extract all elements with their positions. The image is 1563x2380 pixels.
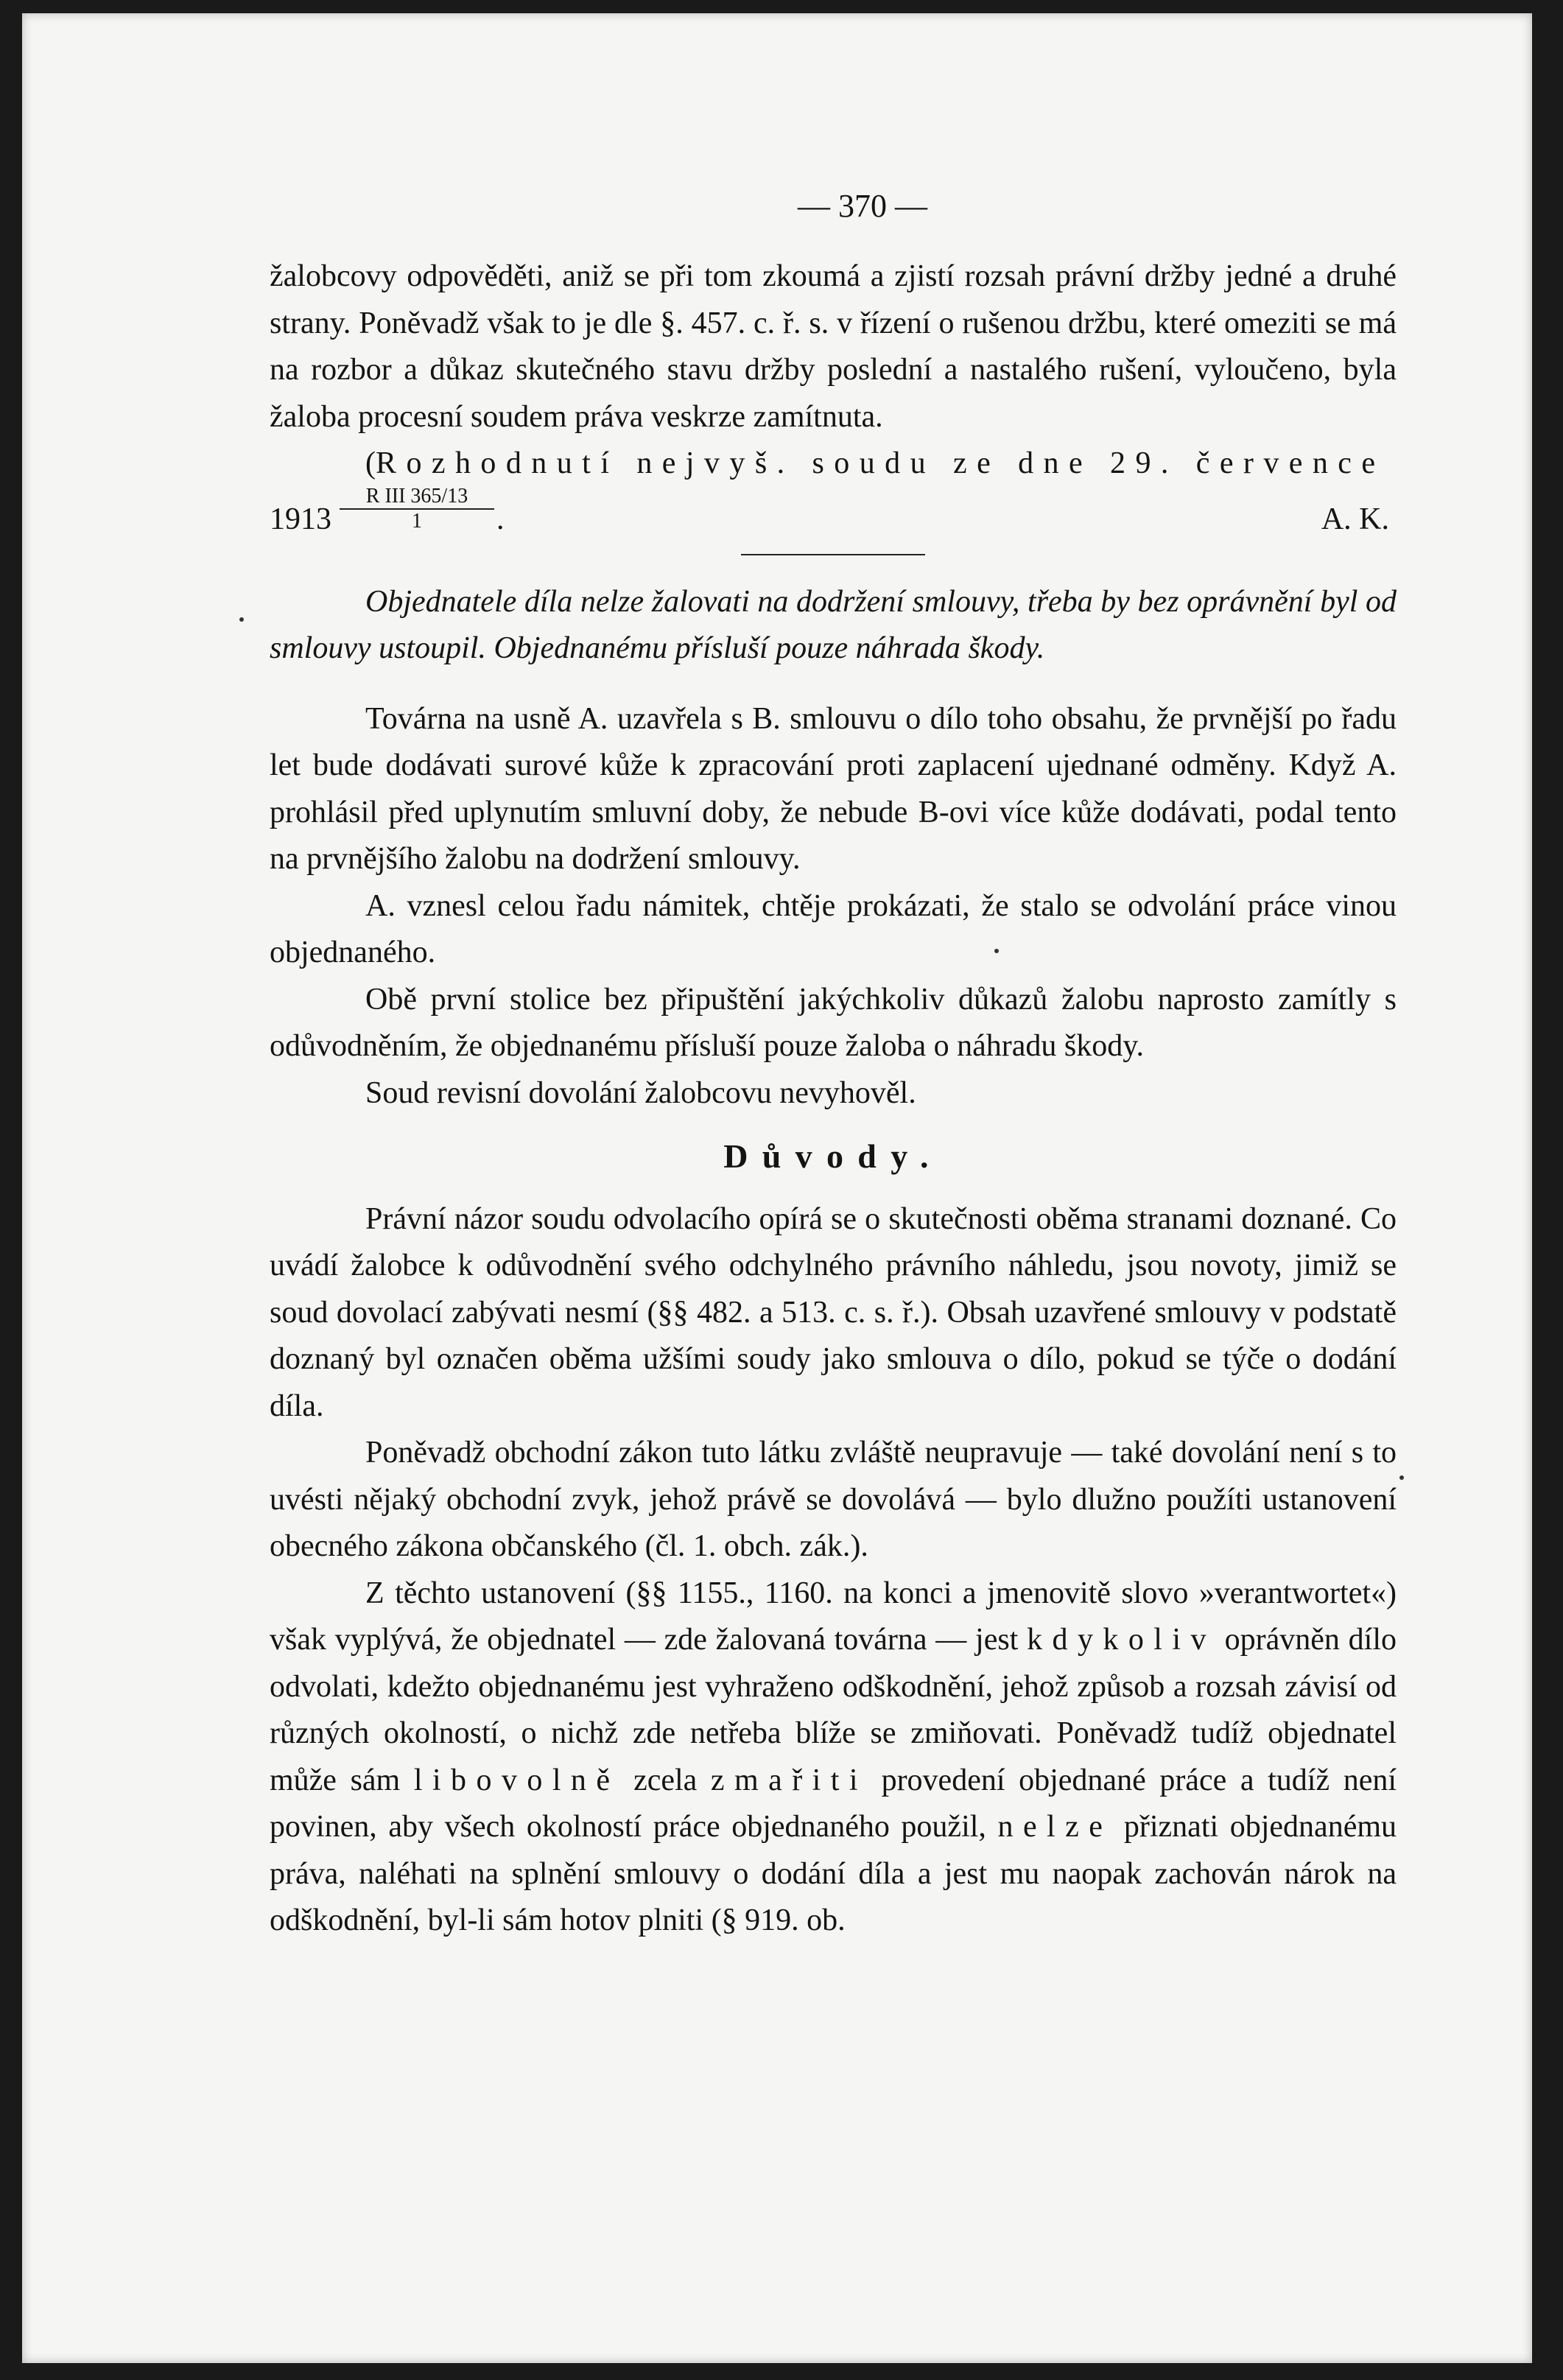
reasons-paragraph-2: Poněvadž obchodní zákon tuto látku zvláště neupravuje — také dovolání není s to uvésti nějaký obchodní zvyk, jehož právě se dovolává — bylo dlužno použíti ustanovení obecného zákona občanského (čl. 1. obch. zák.).: [270, 1436, 1397, 1563]
citation-fraction: [340, 485, 494, 533]
reasons-p3-part: Z těchto ustanovení (§§ 1155., 1160. na konci a jmenovitě slovo »verantwortet«) však vyplývá, že objednatel — zde žalovaná továrna — jest: [270, 1576, 1397, 1657]
emphasis-libovolne: libovolně: [413, 1763, 620, 1797]
fraction-denominator: 1: [412, 509, 422, 533]
intro-paragraph: žalobcovy odpověděti, aniž se při tom zkoumá a zjistí rozsah právní držby jedné a druhé strany. Poněvadž však to je dle §. 457. c. ř. s. v řízení o rušenou držbu, které omeziti se má na rozbor a důkaz skutečného stavu držby poslední a nastalého rušení, vyloučeno, byla žaloba procesní soudem práva veskrze zamítnuta.: [270, 259, 1397, 434]
citation-year: 1913: [270, 502, 331, 536]
page-number: — 370 —: [798, 188, 927, 224]
speck-mark: [239, 617, 244, 622]
reasons-paragraph-3: [270, 1570, 1397, 1945]
page-content: [270, 177, 1397, 1945]
citation-open: (: [365, 446, 376, 480]
citation-reference: [270, 484, 1397, 544]
reasons-paragraph-1: Právní názor soudu odvolacího opírá se o skutečnosti oběma stranami doznané. Co uvádí žalobce k odůvodnění svého odchylného právního náhledu, jsou novoty, jimiž se soud dovolací zabývati nesmí (§§ 482. a 513. c. s. ř.). Obsah uzavřené smlouvy v podstatě doznaný byl označen oběma užšími soudy jako smlouva o dílo, pokud se týče o dodání díla.: [270, 1201, 1397, 1423]
fraction-numerator: R III 365/13: [340, 485, 494, 510]
author-initials: A. K.: [1321, 502, 1389, 536]
facts-paragraph-1: Továrna na usně A. uzavřela s B. smlouvu o dílo toho obsahu, že prvnější po řadu let bude dodávati surové kůže k zpracování proti zaplacení ujednané odměny. Když A. prohlásil před uplynutím smluvní doby, že nebude B-ovi více kůže dodávati, podal tento na prvnějšího žalobu na dodržení smlouvy.: [270, 701, 1397, 876]
emphasis-zmariti: zmařiti: [710, 1763, 868, 1797]
emphasis-nelze: nelze: [997, 1810, 1113, 1844]
speck-mark: [1399, 1475, 1404, 1480]
reasons-p3-part: přiznati objednanému práva, naléhati na splnění smlouvy o dodání díla a jest mu naopak zachován nárok na odškodnění, byl-li sám hotov plniti (§ 919. ob.: [270, 1810, 1397, 1937]
section-divider: [741, 554, 925, 555]
citation-line: [270, 440, 1397, 488]
citation-text: Rozhodnutí nejvyš. soudu ze dne 29. července: [376, 446, 1385, 480]
reasons-p3-part: oprávněn dílo odvolati, kdežto objednanému jest vyhraženo odškodnění, jehož způsob a rozsah závisí od různých okolností, o nichž zde netřeba blíže se zmiňovati. Poněvadž tudíž objednatel může sám: [270, 1623, 1397, 1797]
section-heading: Důvody.: [723, 1137, 943, 1175]
reasons-p3-part: provedení objednané práce a tudíž není povinen, aby všech okolností práce objednaného použil,: [270, 1763, 1397, 1844]
facts-paragraph-2: A. vznesl celou řadu námitek, chtěje prokázati, že stalo se odvolání práce vinou objednaného.: [270, 888, 1397, 969]
emphasis-kdykoliv: kdykoliv: [1027, 1623, 1216, 1657]
facts-paragraph-4: Soud revisní dovolání žalobcovu nevyhověl.: [365, 1075, 916, 1110]
reasons-p3-part: zcela: [619, 1763, 711, 1797]
case-summary: Objednatele díla nelze žalovati na dodržení smlouvy, třeba by bez oprávnění byl od smlouvy ustoupil. Objednanému přísluší pouze náhrada škody.: [270, 584, 1397, 665]
facts-paragraph-3: Obě první stolice bez připuštění jakýchkoliv důkazů žalobu naprosto zamítly s odůvodněním, že objednanému přísluší pouze žaloba o náhradu škody.: [270, 982, 1397, 1063]
citation-dot: .: [496, 502, 505, 536]
